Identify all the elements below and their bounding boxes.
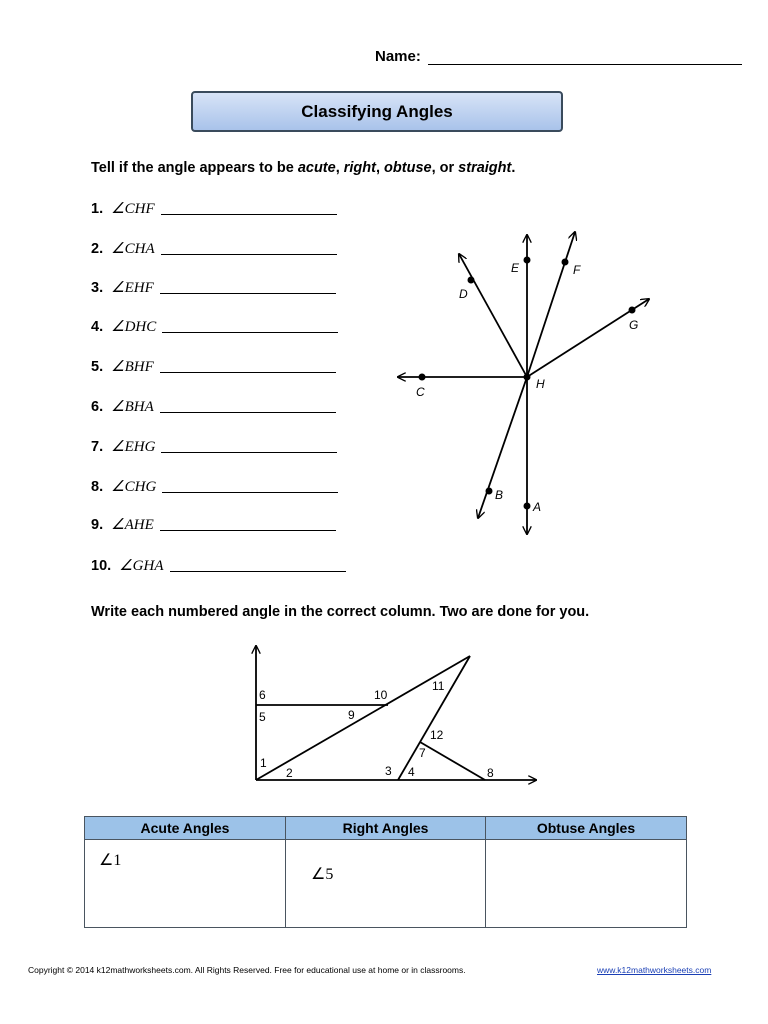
- term-straight: straight: [458, 160, 512, 176]
- term-right: right: [343, 160, 376, 176]
- angle-label-7: 7: [419, 746, 426, 760]
- right-example: ∠5: [311, 866, 334, 883]
- question-number: 9.: [91, 517, 104, 533]
- question-number: 5.: [91, 359, 104, 375]
- label-f: F: [573, 263, 581, 277]
- acute-example: ∠1: [99, 852, 122, 869]
- question-angle: ∠BHA: [111, 399, 154, 415]
- question-number: 2.: [91, 241, 104, 257]
- question-angle: ∠GHA: [119, 558, 164, 574]
- sep2: ,: [375, 160, 385, 176]
- label-b: B: [495, 488, 504, 502]
- label-e: E: [511, 261, 520, 275]
- angle-label-1: 1: [260, 756, 267, 770]
- label-h: H: [536, 377, 545, 391]
- question-number: 7.: [91, 439, 104, 455]
- question-number: 10.: [91, 558, 112, 574]
- question-angle: ∠CHF: [111, 201, 155, 217]
- footer-link[interactable]: www.k12mathworksheets.com: [597, 965, 712, 975]
- instruction-end: .: [511, 160, 516, 176]
- footer-copyright: Copyright © 2014 k12mathworksheets.com. All Rights Reserved. Free for educational use at home or in classrooms.: [28, 965, 466, 975]
- obtuse-cell[interactable]: [486, 840, 687, 928]
- question-angle: ∠CHG: [111, 479, 157, 495]
- table-row: [85, 840, 687, 928]
- name-label: Name:: [375, 48, 421, 65]
- angle-label-3: 3: [385, 764, 392, 778]
- angle-label-2: 2: [286, 766, 293, 780]
- sep1: ,: [335, 160, 344, 176]
- term-acute: acute: [297, 160, 336, 176]
- acute-cell[interactable]: [85, 840, 286, 928]
- angle-label-9: 9: [348, 708, 355, 722]
- question-number: 3.: [91, 280, 104, 296]
- instruction-pre: Tell if the angle appears to be: [91, 160, 298, 176]
- sep3: , or: [431, 160, 459, 176]
- header-obtuse: Obtuse Angles: [486, 817, 687, 840]
- angle-label-8: 8: [487, 766, 494, 780]
- question-angle: ∠CHA: [111, 241, 155, 257]
- angle-label-11: 11: [432, 679, 445, 693]
- label-a: A: [533, 500, 542, 514]
- angle-label-10: 10: [374, 688, 388, 702]
- classification-table: [84, 816, 687, 928]
- angle-label-12: 12: [430, 728, 444, 742]
- question-number: 4.: [91, 319, 104, 335]
- term-obtuse: obtuse: [384, 160, 432, 176]
- part2-instruction: Write each numbered angle in the correct column. Two are done for you.: [91, 604, 590, 620]
- question-angle: ∠BHF: [111, 359, 154, 375]
- label-c: C: [416, 385, 425, 399]
- question-number: 8.: [91, 479, 104, 495]
- question-angle: ∠EHF: [111, 280, 154, 296]
- label-d: D: [459, 287, 468, 301]
- header-right: Right Angles: [286, 817, 486, 840]
- angle-label-4: 4: [408, 765, 415, 779]
- long-diagonal: [256, 656, 470, 780]
- right-cell[interactable]: [286, 840, 486, 928]
- right-diagonal: [398, 656, 470, 780]
- question-angle: ∠AHE: [111, 517, 154, 533]
- angle-label-5: 5: [259, 710, 266, 724]
- question-angle: ∠DHC: [111, 319, 157, 335]
- angle-label-6: 6: [259, 688, 266, 702]
- short-segment: [420, 742, 485, 780]
- label-g: G: [629, 318, 639, 332]
- table-header-row: [85, 817, 687, 840]
- question-number: 1.: [91, 201, 104, 217]
- worksheet-title: Classifying Angles: [191, 91, 563, 132]
- question-number: 6.: [91, 399, 104, 415]
- header-acute: Acute Angles: [85, 817, 286, 840]
- question-angle: ∠EHG: [111, 439, 156, 455]
